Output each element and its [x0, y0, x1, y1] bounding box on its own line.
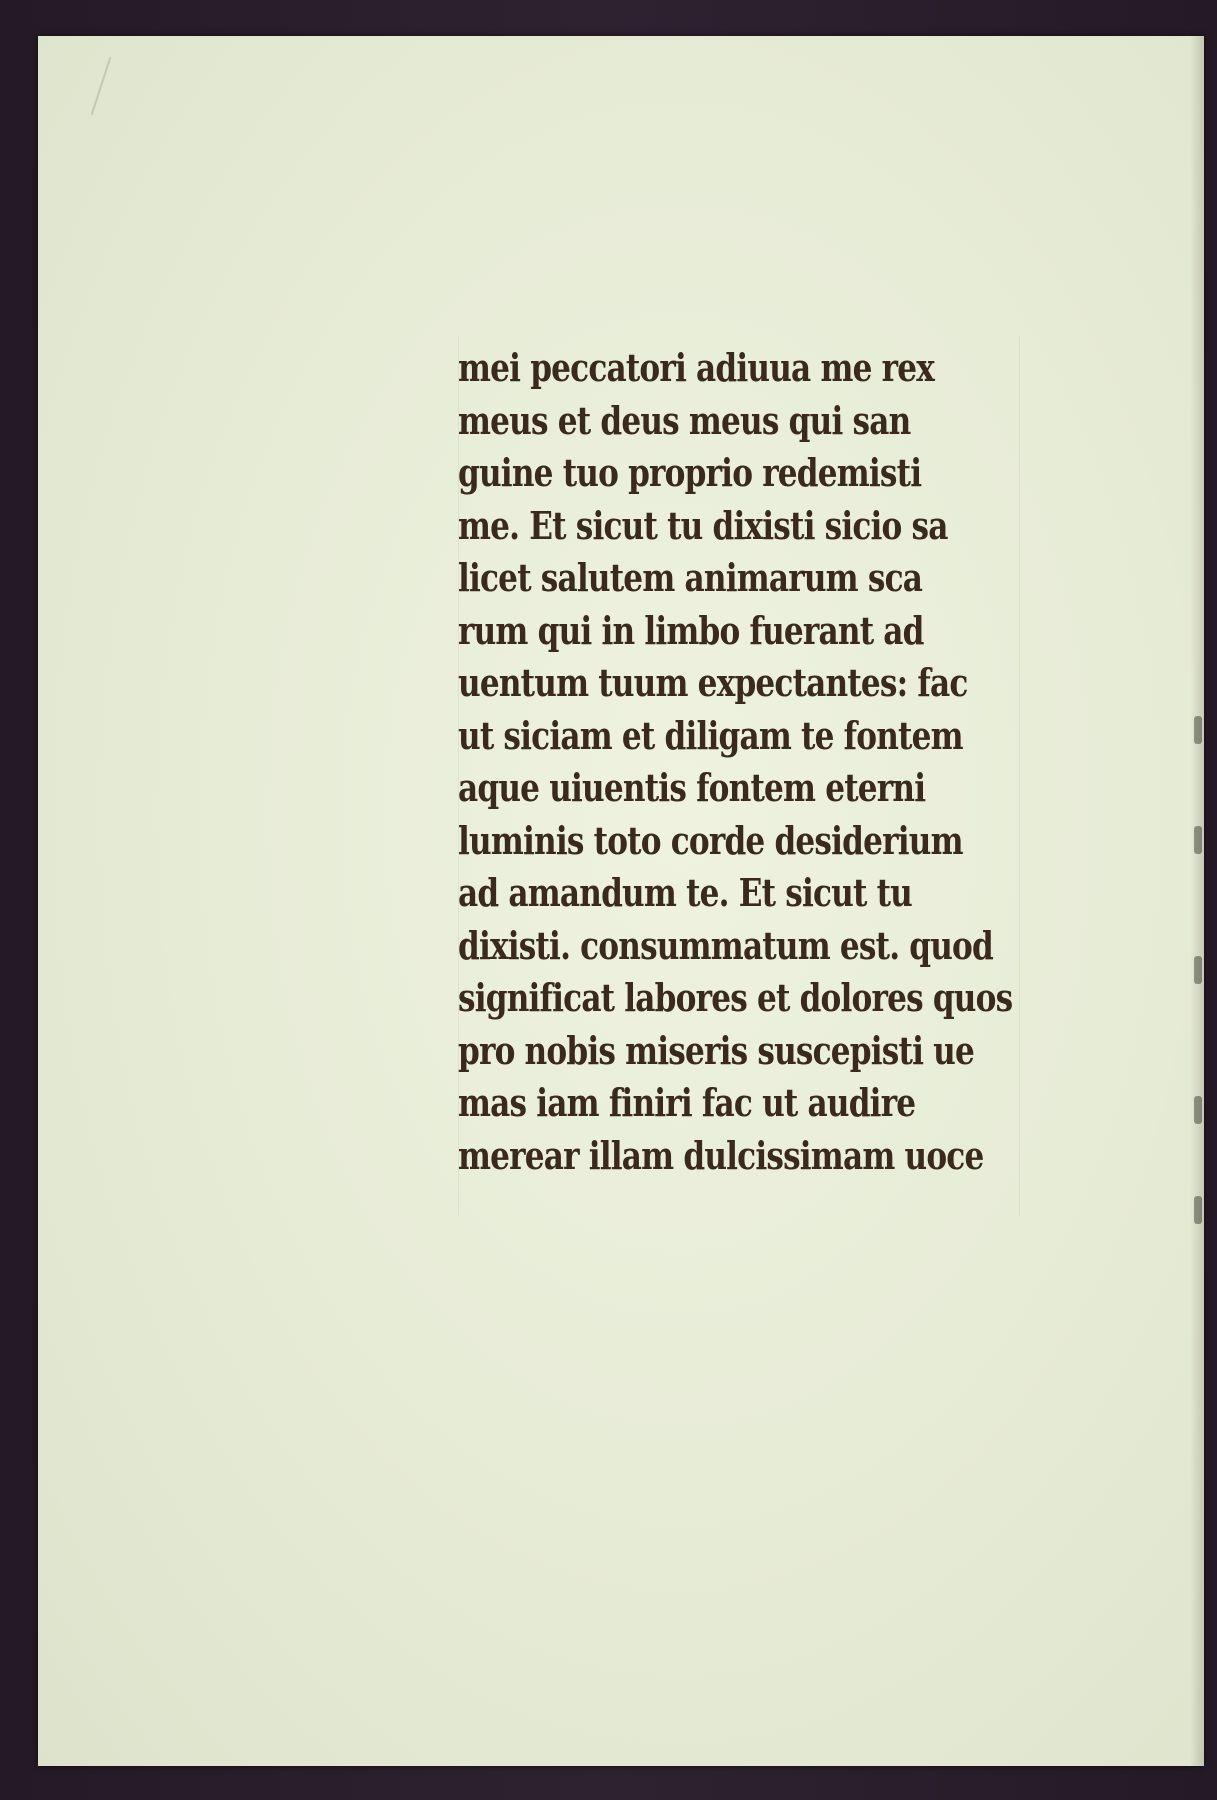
parchment-scratch [91, 57, 111, 115]
show-through-mark [1194, 1196, 1202, 1224]
text-line: merear illam dulcissimam uoce [458, 1132, 984, 1178]
text-line: significat labores et dolores quos [458, 975, 1013, 1020]
show-through-mark [1194, 716, 1202, 744]
manuscript-text-block [458, 342, 1038, 1182]
text-line: guine tuo proprio redemisti [458, 450, 922, 495]
text-line: mas iam finiri fac ut audire [458, 1080, 916, 1125]
text-line: licet salutem animarum sca [458, 555, 923, 600]
text-line: dixisti. consummatum est. quod [458, 922, 993, 968]
text-line: meus et deus meus qui san [458, 397, 911, 443]
show-through-marks [1192, 676, 1202, 1236]
show-through-mark [1194, 1096, 1202, 1124]
text-line: uentum tuum expectantes: fac [458, 660, 968, 705]
text-line: luminis toto corde desiderium [458, 817, 963, 863]
text-line: pro nobis miseris suscepisti ue [458, 1027, 974, 1073]
text-line: ut siciam et diligam te fontem [458, 712, 963, 758]
text-line: ad amandum te. Et sicut tu [458, 870, 912, 915]
text-line: rum qui in limbo fuerant ad [458, 607, 924, 653]
text-line: me. Et sicut tu dixisti sicio sa [458, 502, 948, 548]
text-line: mei peccatori adiuua me rex [458, 345, 934, 390]
show-through-mark [1194, 956, 1202, 984]
show-through-mark [1194, 826, 1202, 854]
text-line: aque uiuentis fontem eterni [458, 765, 926, 810]
manuscript-page [38, 36, 1204, 1766]
